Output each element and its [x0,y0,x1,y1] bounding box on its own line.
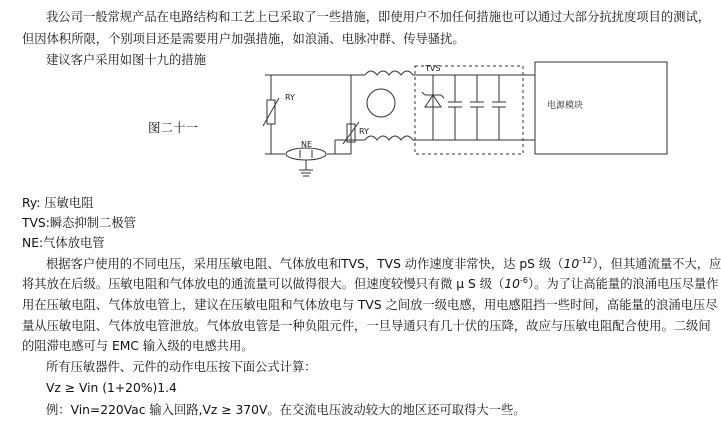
intro-line-3: 建议客户采用如图十九的措施 [46,53,206,67]
body-line-6: 所有压敏器件、元件的动作电压按下面公式计算： [46,360,317,374]
formula: Vz ≥ Vin (1+20%)1.4 [46,381,177,395]
legend-tvs: TVS:瞬态抑制二极管 [22,216,136,230]
legend-ne: NE:气体放电管 [22,236,105,250]
module-label: 电源模块 [547,101,584,111]
ry-bottom-label: RY [359,127,369,136]
intro-line-1: 我公司一般常规产品在电路结构和工艺上已采取了一些措施，即使用户不加任何措施也可以通过大部分抗扰度项目的测试， [46,10,711,24]
body-line-2: 将其放在后级。压敏电阻和气体放电的通流量可以做得很大。但速度较慢只有微 μ S 级$(10^{-6})$。为了让高能量的浪涌电压尽量作 [22,275,719,291]
gas-discharge-tube [286,148,326,176]
tvs-label: TVS [425,64,441,73]
inductor-bottom [365,136,417,140]
circuit-diagram [265,62,670,182]
inductor-top [365,71,417,75]
example: 例：Vin=220Vac 输入回路,Vz ≥ 370V。在交流电压波动较大的地区还可取得大一些。 [46,403,526,417]
transformer-symbol [367,89,395,117]
body-line-4: 量从压敏电阻、气体放电管泄放。气体放电管是一种负阻元件，一旦导通只有几十伏的压降，故应与压敏电阻配合使用。二级间 [22,319,711,333]
intro-line-2: 但因体积所限，个别项目还是需要用户加强措施，如浪涌、电脉冲群、传导骚扰。 [22,32,465,46]
body-line-1: 根据客户使用的不同电压，采用压敏电阻、气体放电和TVS，TVS 动作速度非常快，达 pS 级$(10^{-12})$，但其通流量不大，应 [46,255,721,271]
filter-dashed-box [415,66,523,154]
ne-label: NE [301,140,313,149]
body-line-5: 的阻滞电感可与 EMC 输入级的电感共用。 [22,339,254,353]
legend-ry: Ry: 压敏电阻 [22,196,94,210]
figure-caption: 图二十一 [148,120,199,135]
ry-top-label: RY [285,93,295,102]
body-line-3: 用在压敏电阻、气体放电管上，建议在压敏电阻和气体放电与 TVS 之间放一级电感，用电感阻挡一些时间，高能量的浪涌电压尽 [22,298,718,312]
